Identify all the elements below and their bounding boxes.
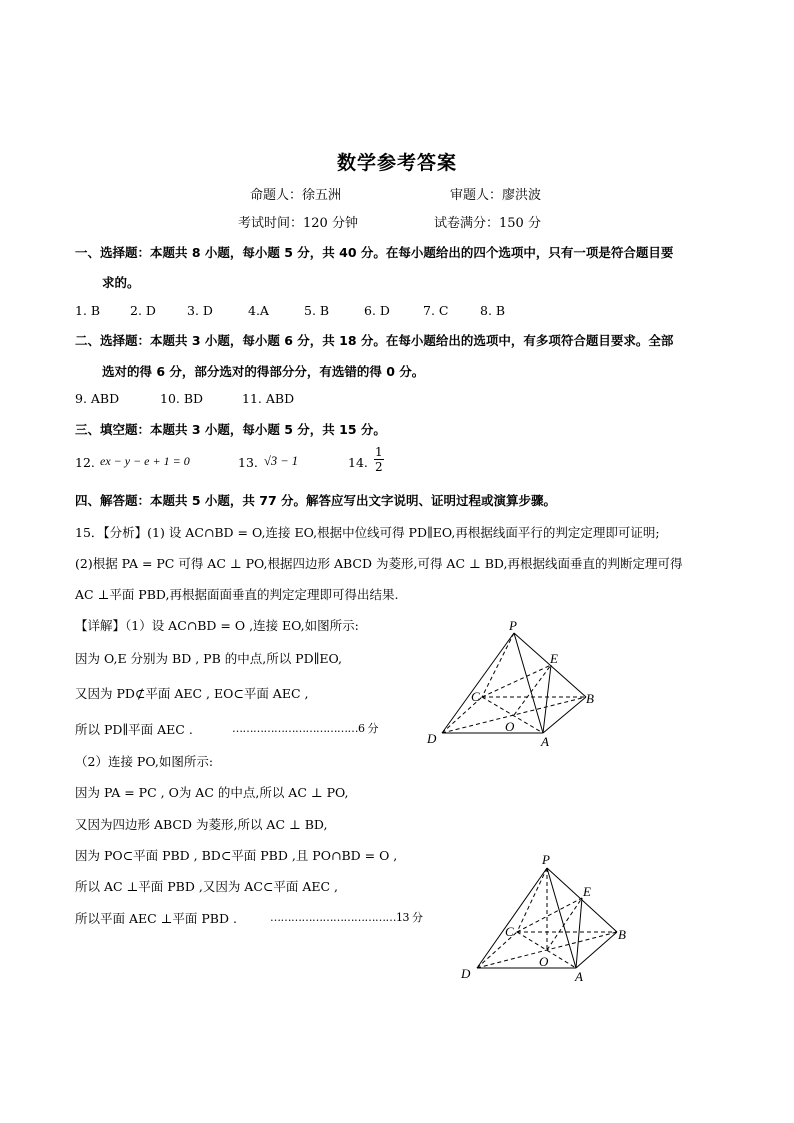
label-C: C (471, 689, 480, 704)
label-C: C (505, 924, 514, 939)
section2-heading-cont: 选对的得 6 分，部分选对的得部分分，有选错的得 0 分。 (102, 364, 425, 379)
answer-10: 10. BD (160, 391, 204, 406)
answer-14-fraction (374, 445, 384, 474)
label-D: D (427, 731, 437, 746)
edge-PC (482, 633, 514, 697)
answer-8: 8. B (480, 303, 506, 318)
segment-AE (543, 665, 551, 733)
label-A: A (541, 734, 549, 749)
analysis-line-2: (2)根据 PA = PC 可得 AC ⊥ PO,根据四边形 ABCD 为菱形,可得 AC ⊥ BD,再根据线面垂直的判断定理可得 (75, 556, 683, 571)
answer-5: 5. B (304, 303, 330, 318)
part2-line-5: 所以 AC ⊥平面 PBD ,又因为 AC⊂平面 AEC , (75, 879, 339, 894)
label-B: B (618, 927, 626, 942)
segment-OE (547, 898, 582, 950)
answer-4: 4.A (248, 303, 269, 318)
label-P: P (509, 618, 517, 633)
label-E: E (550, 651, 558, 666)
answer-11: 11. ABD (242, 391, 295, 406)
part2-line-6: 所以平面 AEC ⊥平面 PBD . (75, 911, 237, 926)
score-marker-6: ………………………………6 分 (232, 722, 378, 735)
answer-6: 6. D (364, 303, 390, 318)
segment-CE (517, 898, 582, 932)
answer-13-label: 13. (238, 455, 258, 470)
label-O: O (539, 954, 549, 969)
detail-line-1: 【详解】（1）设 AC∩BD = O ,连接 EO,如图所示: (75, 618, 359, 633)
detail-line-4: 所以 PD∥平面 AEC . (75, 722, 193, 737)
section3-heading: 三、填空题：本题共 3 小题，每小题 5 分，共 15 分。 (75, 422, 386, 437)
edge-PD (477, 868, 547, 968)
edge-AB (576, 932, 617, 968)
edge-PC (517, 868, 547, 932)
fraction-denominator: 2 (375, 460, 383, 474)
label-P: P (542, 852, 550, 867)
pyramid-figure-1 (420, 615, 610, 750)
part2-line-2: 因为 PA = PC , O为 AC 的中点,所以 AC ⊥ PO, (75, 785, 349, 800)
full-score: 试卷满分：150 分 (434, 216, 541, 231)
edge-PA (547, 868, 576, 968)
part2-line-1: （2）连接 PO,如图所示: (75, 754, 214, 769)
answer-3: 3. D (187, 303, 213, 318)
segment-AE (576, 898, 582, 968)
section4-heading: 四、解答题：本题共 5 小题，共 77 分。解答应写出文字说明、证明过程或演算步骤。 (75, 493, 557, 508)
answer-12-label: 12. (75, 455, 95, 470)
part2-line-3: 又因为四边形 ABCD 为菱形,所以 AC ⊥ BD, (75, 817, 328, 832)
analysis-line-3: AC ⊥平面 PBD,再根据面面垂直的判定定理即可得出结果. (75, 587, 399, 602)
section2-heading: 二、选择题：本题共 3 小题，每小题 6 分，共 18 分。在每小题给出的选项中，有多项符合题目要求。全部 (75, 333, 674, 348)
section1-heading-cont: 求的。 (102, 275, 140, 290)
answer-14-label: 14. (348, 455, 368, 470)
detail-line-3: 又因为 PD⊄平面 AEC , EO⊂平面 AEC , (75, 686, 309, 701)
exam-time: 考试时间：120 分钟 (238, 216, 358, 231)
answer-1: 1. B (75, 303, 101, 318)
answer-12-value: ex − y − e + 1 = 0 (100, 454, 190, 468)
part2-line-4: 因为 PO⊂平面 PBD , BD⊂平面 PBD ,且 PO∩BD = O , (75, 848, 398, 863)
edge-PA (514, 633, 543, 733)
reviewer: 审题人：廖洪波 (450, 188, 542, 203)
pyramid-figure-2 (455, 850, 635, 985)
answer-7: 7. C (423, 303, 449, 318)
segment-CE (482, 665, 551, 697)
page-title: 数学参考答案 (336, 152, 457, 174)
label-O: O (505, 719, 515, 734)
answer-2: 2. D (130, 303, 156, 318)
answer-9: 9. ABD (75, 391, 120, 406)
analysis-line-1: 15．【分析】(1) 设 AC∩BD = O,连接 EO,根据中位线可得 PD∥EO,再根据线面平行的判定定理即可证明; (75, 525, 660, 540)
label-D: D (461, 966, 471, 981)
label-A: A (575, 969, 583, 984)
setter: 命题人：徐五洲 (250, 188, 342, 203)
answer-13-value: √3 − 1 (264, 454, 299, 468)
section1-heading: 一、选择题：本题共 8 小题，每小题 5 分，共 40 分。在每小题给出的四个选项中，只有一项是符合题目要 (75, 245, 674, 260)
score-marker-13: ………………………………13 分 (270, 911, 423, 924)
label-E: E (583, 884, 591, 899)
detail-line-2: 因为 O,E 分别为 BD , PB 的中点,所以 PD∥EO, (75, 651, 342, 666)
label-B: B (586, 691, 594, 706)
fraction-numerator: 1 (375, 445, 383, 459)
